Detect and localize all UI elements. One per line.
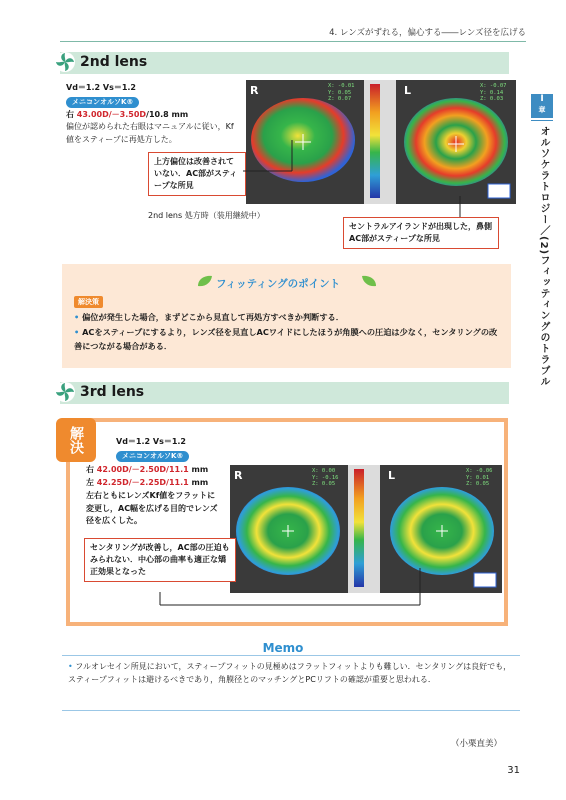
author-credit: （小栗直美） (450, 739, 502, 749)
topo-right-coords-2nd: X: -0.01 Y: 0.05 Z: 0.07 (328, 83, 355, 102)
chapter-suffix: 章 (538, 106, 546, 114)
section-title-3rd: 3rd lens (80, 384, 145, 400)
visual-acuity-2nd: Vd＝1.2 Vs＝1.2 (66, 83, 136, 92)
topo-left-coords-3rd: X: -0.06 Y: 0.01 Z: 0.05 (466, 468, 493, 487)
caption-2nd-lens: 2nd lens 処方時（装用継続中） (148, 211, 265, 220)
section-title-2nd: 2nd lens (80, 54, 148, 70)
lens-brand-badge-2nd: メニコンオルソK® (66, 97, 139, 108)
running-header: 4. レンズがずれる，偏心する――レンズ径を広げる (329, 28, 526, 38)
right-prescription-value: 43.00D/－3.50D (76, 110, 147, 119)
fitting-point-item-2: • ACをスティープにするより，レンズ径を見直しACワイドにしたほうが角膜への圧迫は少なく，センタリングの改善につながる場合がある． (74, 327, 498, 351)
prescription-note-3rd: 左右ともにレンズKf値をフラットに変更し，AC幅を広げる目的でレンズ径を広くした。 (86, 491, 218, 525)
solution-label: 解決策 (74, 296, 103, 308)
left-prescription-3rd: 左 42.25D/－2.25D/11.1 mm (86, 478, 209, 487)
lens-brand-badge-3rd: メニコンオルソK® (116, 451, 189, 462)
memo-top-rule (62, 655, 520, 656)
visual-acuity-3rd: Vd＝1.2 Vs＝1.2 (116, 437, 186, 446)
topo-right-coords-3rd: X: 0.00 Y: -0.16 Z: 0.05 (312, 468, 339, 487)
memo-title: Memo (262, 641, 304, 655)
memo-bottom-rule (62, 710, 520, 711)
page-number: 31 (507, 765, 520, 776)
fitting-point-title: フィッティングのポイント (216, 278, 341, 290)
topo-left-coords-2nd: X: -0.07 Y: 0.14 Z: 0.03 (480, 83, 507, 102)
topo-left-eye-label-3rd: L (388, 469, 396, 482)
solution-badge: 解決 (56, 418, 96, 462)
topo-left-eye-label-2nd: L (404, 84, 412, 97)
prescription-note-2nd: 偏位が認められた右眼はマニュアルに従い，Kf値をスティープに再処方した。 (66, 122, 234, 144)
topo-right-eye-label-3rd: R (234, 469, 243, 482)
callout-centering-improved: センタリングが改善し，AC部の圧迫もみられない．中心部の曲率も適正な矯正効果となった (84, 538, 236, 582)
right-prescription-2nd: 右 43.00D/－3.50D/10.8 mm (66, 110, 189, 119)
chapter-title-vertical: オルソケラトロジー／(2)フィッティングのトラブル (538, 126, 549, 388)
callout-central-island: セントラルアイランドが出現した，鼻側AC部がスティープな所見 (343, 217, 499, 249)
callout-upward-displacement: 上方偏位は改善されていない．AC部がスティープな所見 (148, 152, 246, 196)
memo-text: • フルオレセイン所見において，スティープフィットの見極めはフラットフィットよりも難しい．センタリングは良好でも，スティープフィットは避けるべきであり，角膜径とのマッチングとPCリフトの確認が重要と思われる． (68, 662, 512, 684)
topo-right-eye-label-2nd: R (250, 84, 259, 97)
chapter-number: I (540, 94, 544, 104)
fitting-point-item-1: • 偏位が発生した場合，まずどこから見直して再処方すべきか判断する． (74, 312, 344, 322)
right-prescription-3rd: 右 42.00D/－2.50D/11.1 mm (86, 465, 209, 474)
